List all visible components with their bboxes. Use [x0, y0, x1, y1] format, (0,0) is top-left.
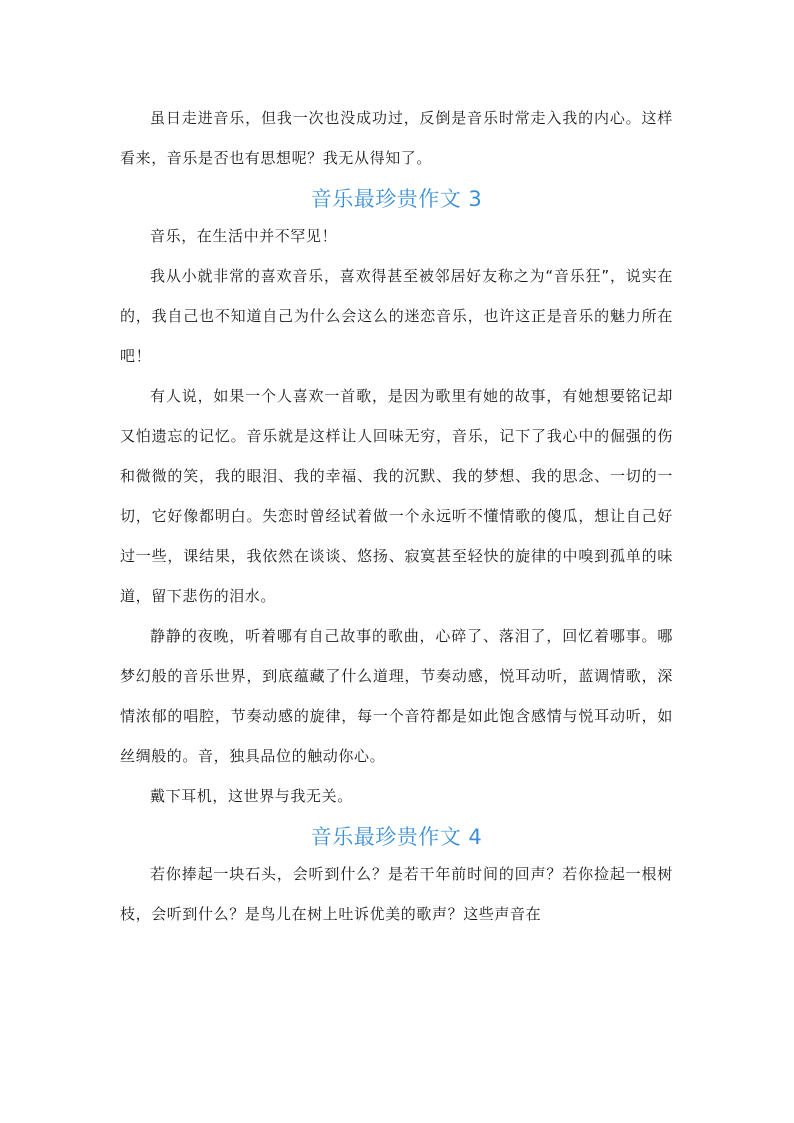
paragraph: 音乐，在生活中并不罕见！ [150, 227, 338, 245]
paragraph: 戴下耳机，这世界与我无关。 [150, 787, 353, 805]
paragraph: 有人说，如果一个人喜欢一首歌，是因为歌里有她的故事，有她想要铭记却又怕遗忘的记忆。音乐就是这样让人回味无穷，音乐，记下了我心中的倔强的伤和微微的笑，我的眼泪、我的幸福、我的沉默、我的梦想、我的思念、一切的一切，它好像都明白。失恋时曾经试着做一个永远听不懂情歌的傻瓜，想让自己好过一些，课结果，我依然在谈谈、悠扬、寂寞甚至轻快的旋律的中嗅到孤单的味道，留下悲伤的泪水。 [120, 387, 673, 605]
paragraph: 我从小就非常的喜欢音乐，喜欢得甚至被邻居好友称之为“音乐狂”，说实在的，我自己也不知道自己为什么会这么的迷恋音乐，也许这正是音乐的魅力所在吧！ [120, 267, 673, 365]
essay-heading-3: 音乐最珍贵作文 3 [310, 187, 483, 211]
paragraph: 静静的夜晚，听着哪有自己故事的歌曲，心碎了、落泪了，回忆着哪事。哪梦幻般的音乐世界，到底蕴藏了什么道理，节奏动感，悦耳动听，蓝调情歌，深情浓郁的唱腔，节奏动感的旋律，每一个音符都是如此饱含感情与悦耳动听，如丝绸般的。音，独具品位的触动你心。 [120, 627, 673, 765]
document-body [120, 98, 673, 934]
essay-heading-4: 音乐最珍贵作文 4 [310, 825, 483, 849]
paragraph-intro-continued: 虽日走进音乐，但我一次也没成功过，反倒是音乐时常走入我的内心。这样看来，音乐是否也有思想呢？我无从得知了。 [120, 109, 673, 167]
paragraph: 若你捧起一块石头，会听到什么？是若干年前时间的回声？若你捡起一根树枝，会听到什么？是鸟儿在树上吐诉优美的歌声？这些声音在 [120, 865, 673, 923]
